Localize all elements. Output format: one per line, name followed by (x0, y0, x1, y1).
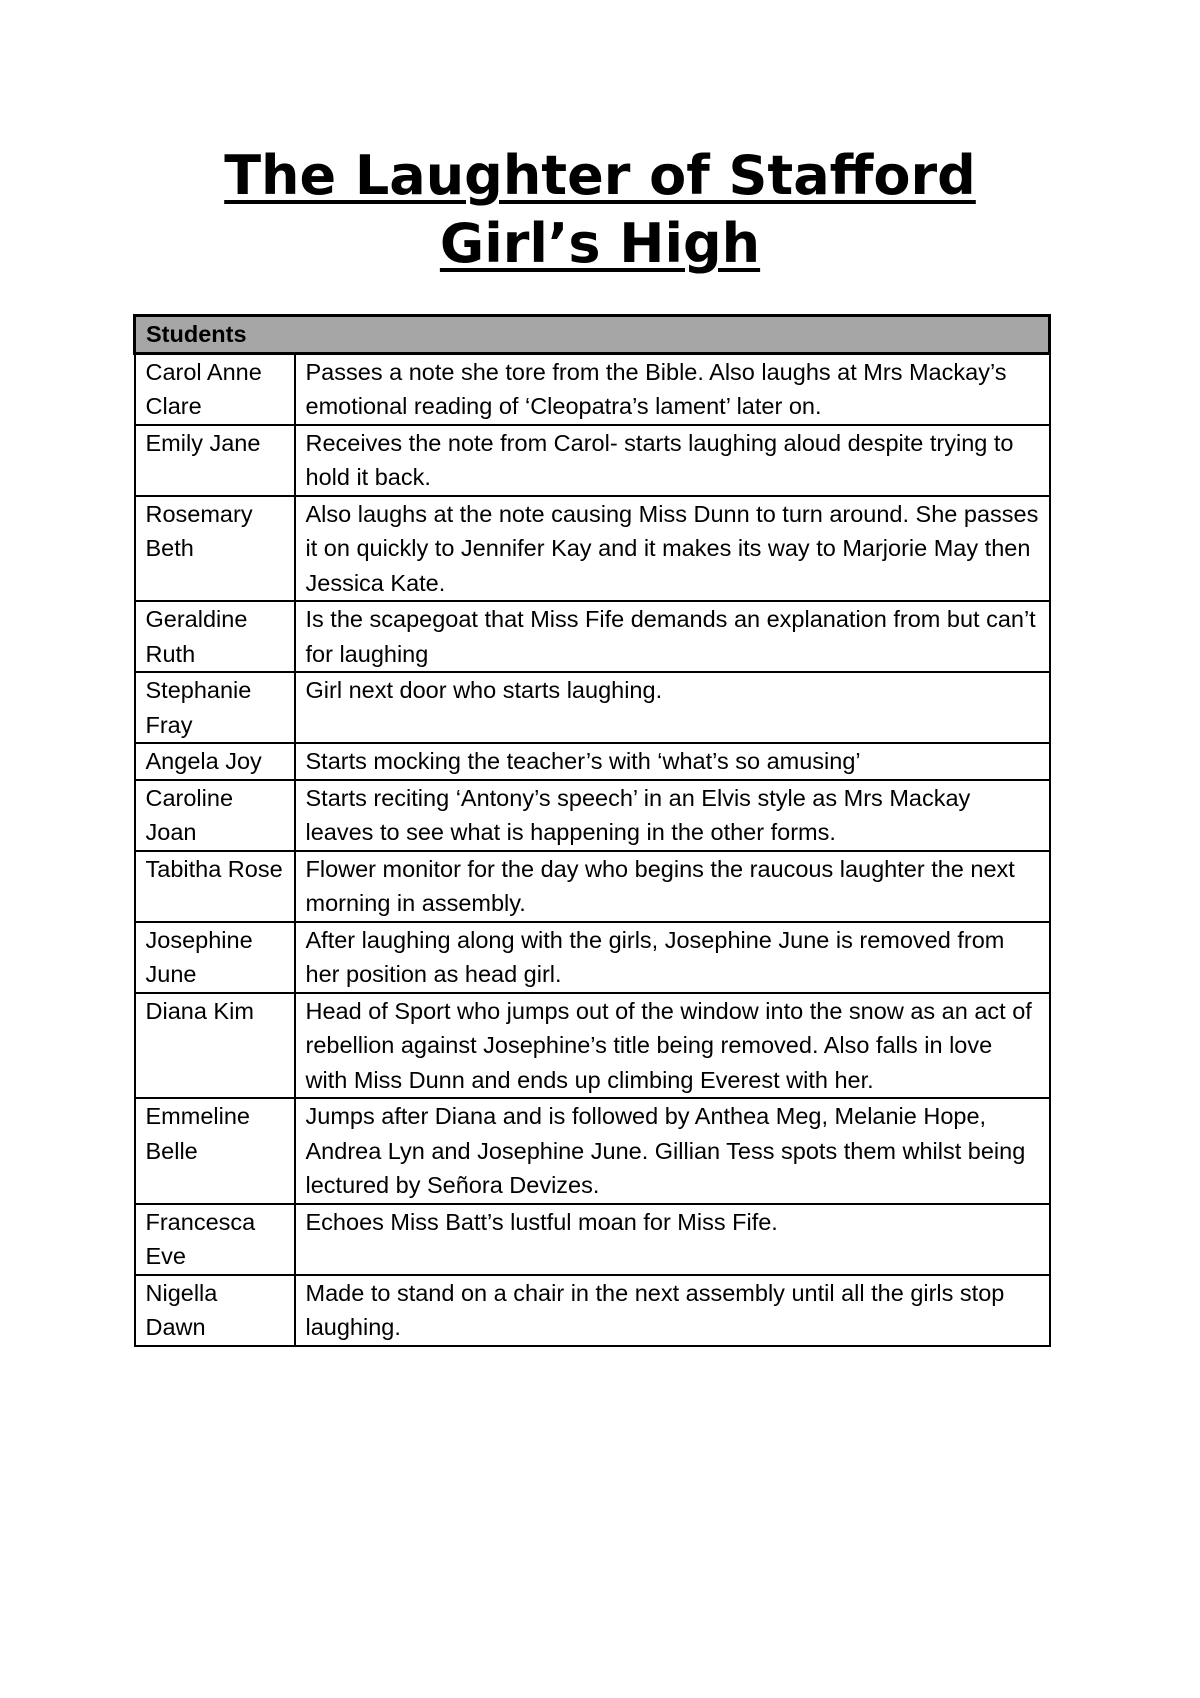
table-header-students: Students (135, 316, 1050, 354)
student-description: Head of Sport who jumps out of the window into the snow as an act of rebellion against Josephine’s title being removed. Also falls in love with Miss Dunn and ends up climbing Everest with her. (295, 993, 1050, 1099)
student-description: Girl next door who starts laughing. (295, 672, 1050, 743)
table-row (135, 353, 1050, 425)
page-title (0, 142, 1200, 278)
table-row (135, 1275, 1050, 1346)
student-name: Emmeline Belle (135, 1098, 295, 1204)
table-row (135, 496, 1050, 602)
student-name: Angela Joy (135, 743, 295, 780)
student-name: Rosemary Beth (135, 496, 295, 602)
student-name: Josephine June (135, 922, 295, 993)
table-row (135, 780, 1050, 851)
student-name: Nigella Dawn (135, 1275, 295, 1346)
table-row (135, 922, 1050, 993)
student-description: Also laughs at the note causing Miss Dunn to turn around. She passes it on quickly to Jennifer Kay and it makes its way to Marjorie May then Jessica Kate. (295, 496, 1050, 602)
table-row (135, 1204, 1050, 1275)
student-description: Made to stand on a chair in the next assembly until all the girls stop laughing. (295, 1275, 1050, 1346)
student-name: Caroline Joan (135, 780, 295, 851)
student-name: Carol Anne Clare (135, 353, 295, 425)
table-row (135, 851, 1050, 922)
table-row (135, 601, 1050, 672)
table-row (135, 672, 1050, 743)
page-title-line-2: Girl’s High (439, 212, 761, 275)
table-header-row (135, 316, 1050, 354)
student-description: After laughing along with the girls, Josephine June is removed from her position as head girl. (295, 922, 1050, 993)
student-description: Is the scapegoat that Miss Fife demands an explanation from but can’t for laughing (295, 601, 1050, 672)
student-description: Flower monitor for the day who begins the raucous laughter the next morning in assembly. (295, 851, 1050, 922)
student-description: Echoes Miss Batt’s lustful moan for Miss Fife. (295, 1204, 1050, 1275)
student-description: Passes a note she tore from the Bible. Also laughs at Mrs Mackay’s emotional reading of ‘Cleopatra’s lament’ later on. (295, 353, 1050, 425)
table-row (135, 1098, 1050, 1204)
table-row (135, 993, 1050, 1099)
student-description: Receives the note from Carol- starts laughing aloud despite trying to hold it back. (295, 425, 1050, 496)
student-name: Emily Jane (135, 425, 295, 496)
student-description: Starts reciting ‘Antony’s speech’ in an Elvis style as Mrs Mackay leaves to see what is happening in the other forms. (295, 780, 1050, 851)
student-description: Starts mocking the teacher’s with ‘what’s so amusing’ (295, 743, 1050, 780)
page-title-line-1: The Laughter of Stafford (224, 144, 976, 207)
table-row (135, 425, 1050, 496)
students-table (133, 314, 1051, 1347)
student-name: Diana Kim (135, 993, 295, 1099)
student-name: Tabitha Rose (135, 851, 295, 922)
student-description: Jumps after Diana and is followed by Anthea Meg, Melanie Hope, Andrea Lyn and Josephine June. Gillian Tess spots them whilst being lectured by Señora Devizes. (295, 1098, 1050, 1204)
table-row (135, 743, 1050, 780)
student-name: Stephanie Fray (135, 672, 295, 743)
student-name: Francesca Eve (135, 1204, 295, 1275)
student-name: Geraldine Ruth (135, 601, 295, 672)
